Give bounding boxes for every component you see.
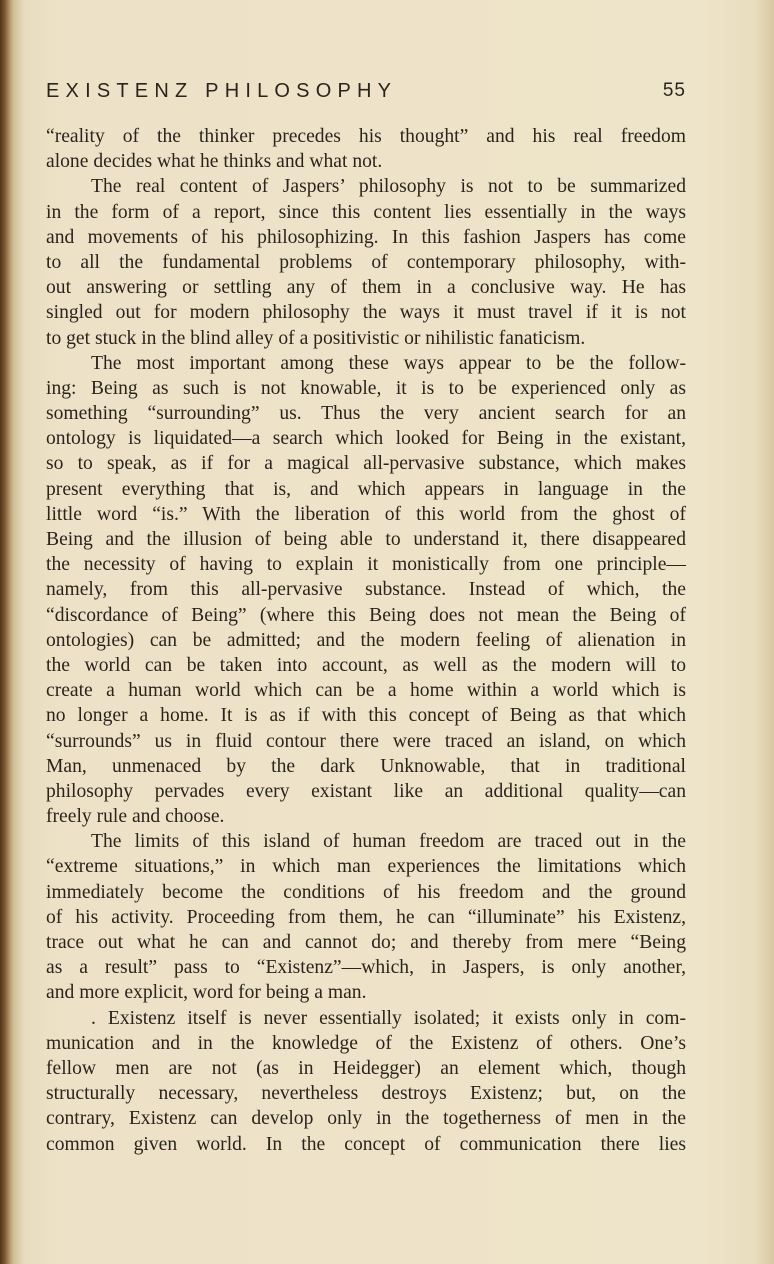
text-line: no longer a home. It is as if with this concept of Being as that which [46,705,686,727]
text-line: of his activity. Proceeding from them, he can “illuminate” his Existenz, [46,906,686,928]
text-line: ontologies) can be admitted; and the modern feeling of alienation in [46,629,686,651]
text-line: the necessity of having to explain it monistically from one principle— [46,554,686,576]
text-line: out answering or settling any of them in a conclusive way. He has [46,277,686,299]
text-line: ing: Being as such is not knowable, it is to be experienced only as [46,377,686,399]
text-line: and movements of his philosophizing. In this fashion Jaspers has come [46,226,686,248]
body-text [46,124,686,1157]
text-line: create a human world which can be a home within a world which is [46,680,686,702]
text-line: structurally necessary, nevertheless destroys Existenz; but, on the [46,1083,686,1105]
text-line: “surrounds” us in fluid contour there were traced an island, on which [46,730,686,752]
text-line: munication and in the knowledge of the Existenz of others. One’s [46,1032,686,1054]
text-line: so to speak, as if for a magical all-pervasive substance, which makes [46,453,686,475]
text-line: “reality of the thinker precedes his thought” and his real freedom [46,126,686,147]
text-line: the world can be taken into account, as well as the modern will to [46,654,686,676]
text-line: “extreme situations,” in which man experiences the limitations which [46,856,686,878]
text-line: trace out what he can and cannot do; and thereby from mere “Being [46,932,686,953]
text-line: The most important among these ways appear to be the follow- [91,352,686,374]
text-line: philosophy pervades every existant like an additional quality—can [46,780,686,802]
text-line: something “surrounding” us. Thus the very ancient search for an [46,403,686,425]
page-number: 55 [662,80,686,101]
text-line: singled out for modern philosophy the ways it must travel if it is not [46,302,686,324]
text-line: “discordance of Being” (where this Being does not mean the Being of [46,604,686,626]
text-line: present everything that is, and which appears in language in the [46,478,686,500]
text-line: little word “is.” With the liberation of this world from the ghost of [46,503,686,525]
text-line: as a result” pass to “Existenz”—which, in Jaspers, is only another, [46,957,686,979]
text-line: to all the fundamental problems of contemporary philosophy, with- [46,251,686,273]
text-line: namely, from this all-pervasive substance. Instead of which, the [46,579,686,601]
text-line: and more explicit, word for being a man. [46,982,367,1004]
text-line: fellow men are not (as in Heidegger) an element which, though [46,1057,686,1079]
page-header [46,80,686,110]
text-line: The real content of Jaspers’ philosophy is not to be summarized [91,176,686,198]
text-line: The limits of this island of human freedom are traced out in the [91,831,686,853]
text-line: Man, unmenaced by the dark Unknowable, that in traditional [46,755,686,777]
text-line: Being and the illusion of being able to understand it, there disappeared [46,529,686,550]
text-line: freely rule and choose. [46,806,225,828]
text-line: . Existenz itself is never essentially isolated; it exists only in com- [91,1007,686,1029]
text-line: ontology is liquidated—a search which looked for Being in the existant, [46,428,686,450]
text-line: alone decides what he thinks and what not. [46,151,383,173]
text-line: in the form of a report, since this content lies essentially in the ways [46,201,686,223]
text-line: contrary, Existenz can develop only in the togetherness of men in the [46,1108,686,1130]
text-line: common given world. In the concept of communication there lies [46,1133,686,1155]
binding-shadow [0,0,10,1264]
text-line: immediately become the conditions of his freedom and the ground [46,881,686,903]
text-line: to get stuck in the blind alley of a positivistic or nihilistic fanaticism. [46,327,586,349]
running-head: EXISTENZ PHILOSOPHY [46,80,398,102]
